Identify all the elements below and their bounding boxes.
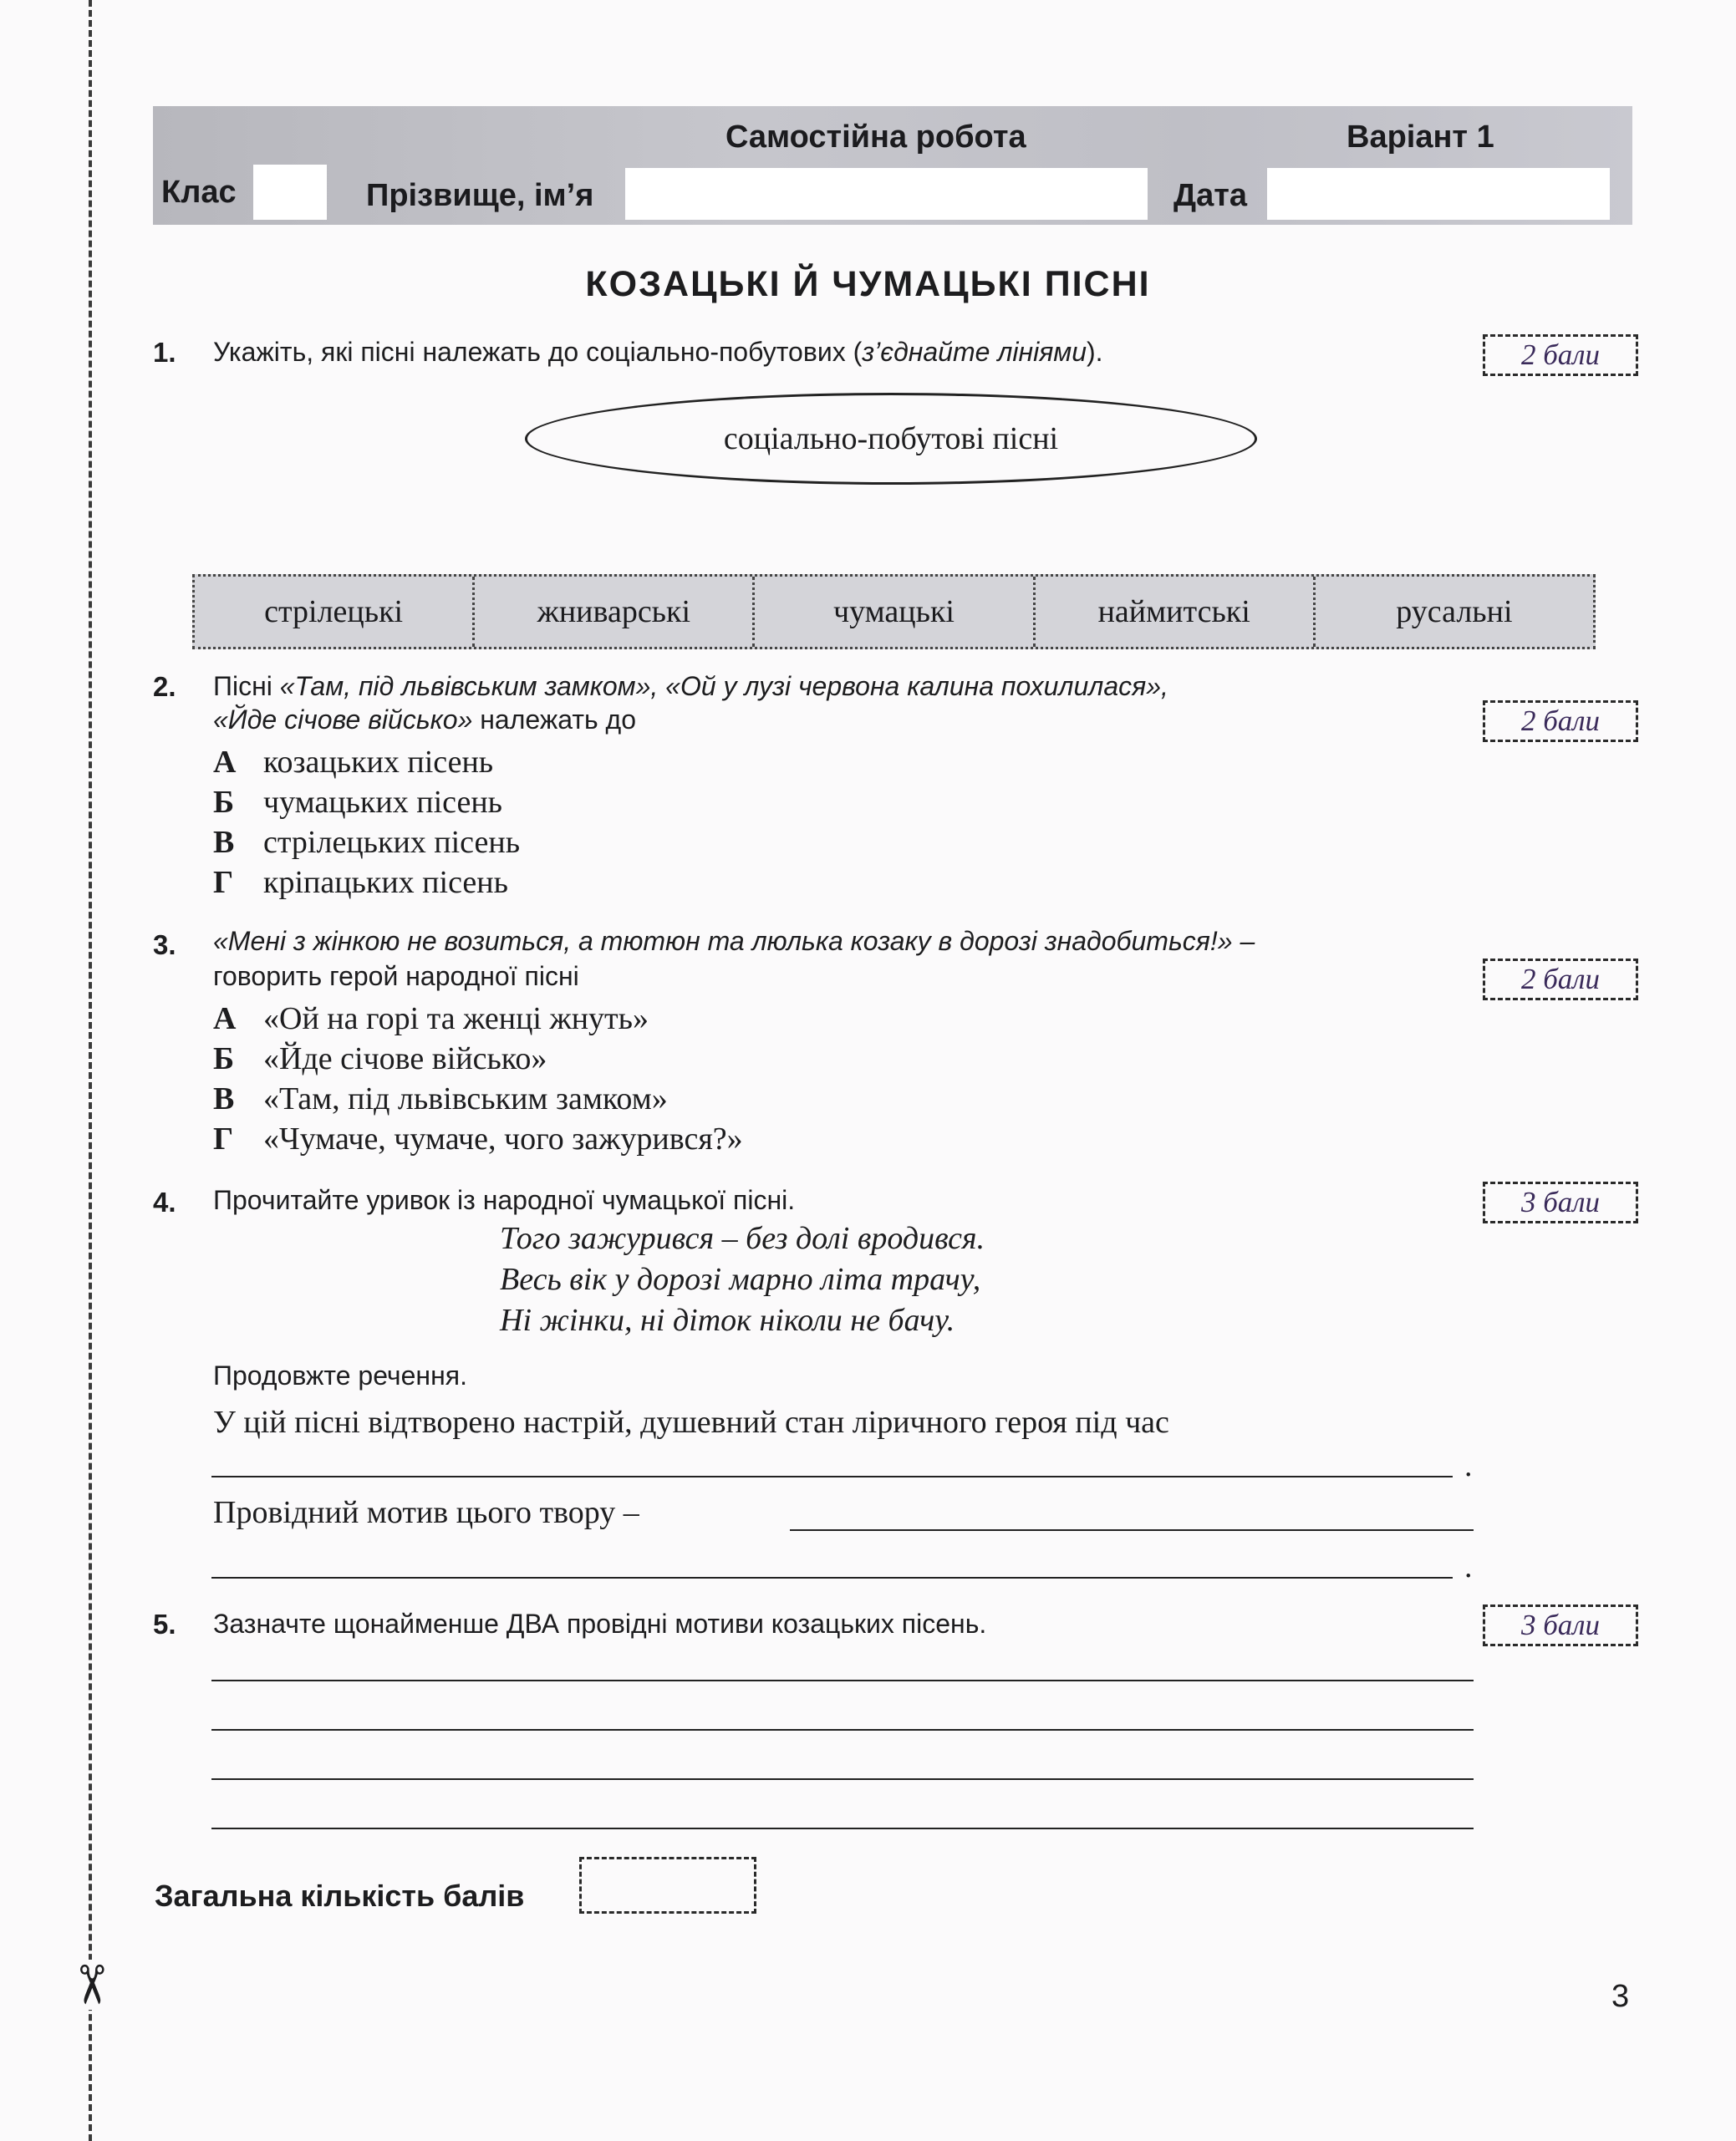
song-type-cell[interactable]: чумацькі [755, 577, 1035, 647]
option-row[interactable]: А козацьких пісень [213, 745, 494, 780]
song-type-cell[interactable]: жниварські [475, 577, 755, 647]
poem-line: Того зажурився – без долі вродився. [500, 1221, 985, 1256]
total-points-label: Загальна кількість балів [155, 1879, 525, 1913]
cut-line [89, 0, 92, 2141]
answer-line[interactable] [211, 1828, 1474, 1829]
q4-text: Прочитайте уривок із народної чумацької пісні. [213, 1185, 796, 1215]
option-row[interactable]: Г кріпацьких пісень [213, 865, 508, 900]
q3-text-line2: говорить герой народної пісні [213, 961, 579, 991]
q3-number: 3. [153, 929, 176, 960]
q5-text: Зазначте щонайменше ДВА провідні мотиви козацьких пісень. [213, 1609, 987, 1639]
sentence-start-2: Провідний мотив цього твору – [213, 1495, 639, 1530]
header-band [153, 106, 1632, 225]
q2-text-line1: Пісні «Там, під львівським замком», «Ой у лузі червона калина похилилася», [213, 671, 1168, 701]
option-row[interactable]: Б «Йде січове військо» [213, 1041, 547, 1076]
q1-number: 1. [153, 337, 176, 368]
page-number: 3 [1611, 1979, 1630, 2014]
class-field[interactable] [253, 165, 327, 220]
sentence-start-1: У цій пісні відтворено настрій, душевний стан ліричного героя під час [213, 1405, 1169, 1440]
class-label: Клас [161, 175, 237, 210]
option-row[interactable]: А «Ой на горі та женці жнуть» [213, 1001, 649, 1036]
period: . [1464, 1549, 1473, 1584]
poem-line: Весь вік у дорозі марно літа трачу, [500, 1262, 981, 1297]
option-row[interactable]: Б чумацьких пісень [213, 785, 502, 820]
q4-points-box[interactable]: 3 бали [1483, 1182, 1638, 1223]
q3-points-box[interactable]: 2 бали [1483, 959, 1638, 1000]
q4-number: 4. [153, 1187, 176, 1218]
answer-line[interactable] [211, 1778, 1474, 1780]
q3-options [213, 999, 743, 1159]
total-points-box[interactable] [579, 1857, 756, 1914]
song-types-table [192, 574, 1596, 649]
page-title: КОЗАЦЬКІ Й ЧУМАЦЬКІ ПІСНІ [585, 264, 1151, 304]
answer-line[interactable] [211, 1680, 1474, 1681]
answer-line[interactable] [211, 1729, 1474, 1731]
ellipse-category: соціально-побутові пісні [525, 393, 1257, 485]
q2-number: 2. [153, 671, 176, 702]
option-row[interactable]: В стрілецьких пісень [213, 825, 521, 860]
poem-line: Ні жінки, ні діток ніколи не бачу. [500, 1303, 955, 1338]
q2-points-box[interactable]: 2 бали [1483, 700, 1638, 742]
option-row[interactable]: В «Там, під львівським замком» [213, 1081, 668, 1116]
q2-text-line2: «Йде січове військо» належать до [213, 704, 637, 735]
date-field[interactable] [1267, 168, 1610, 220]
answer-line[interactable] [211, 1476, 1453, 1477]
date-label: Дата [1173, 178, 1247, 213]
song-type-cell[interactable]: стрілецькі [195, 577, 475, 647]
answer-line[interactable] [790, 1529, 1474, 1531]
q3-text-line1: «Мені з жінкою не возиться, а тютюн та люлька козаку в дорозі знадобиться!» – [213, 926, 1255, 956]
continue-instruction: Продовжте речення. [213, 1360, 467, 1391]
q5-points-box[interactable]: 3 бали [1483, 1604, 1638, 1646]
q1-text: Укажіть, які пісні належать до соціально-побутових (з’єднайте лініями). [213, 337, 1103, 367]
option-row[interactable]: Г «Чумаче, чумаче, чого зажурився?» [213, 1121, 743, 1157]
q5-number: 5. [153, 1609, 176, 1640]
poem-excerpt [500, 1218, 985, 1341]
work-title: Самостійна робота [725, 120, 1026, 155]
variant-label: Варіант 1 [1347, 120, 1494, 155]
song-type-cell[interactable]: наймитські [1036, 577, 1316, 647]
answer-line[interactable] [211, 1577, 1453, 1579]
name-field[interactable] [625, 168, 1148, 220]
song-type-cell[interactable]: русальні [1396, 594, 1513, 629]
scissors-icon: ✂ [61, 1960, 120, 2010]
q2-options [213, 742, 520, 903]
q1-points-box[interactable]: 2 бали [1483, 334, 1638, 376]
name-label: Прізвище, ім’я [366, 178, 594, 213]
period: . [1464, 1448, 1473, 1483]
